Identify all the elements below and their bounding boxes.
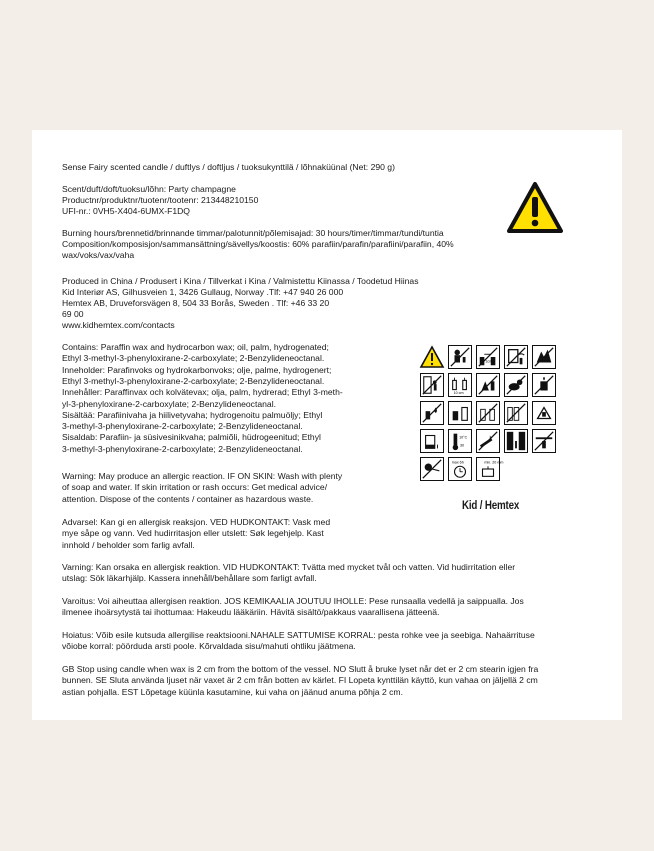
origin-line: Produced in China / Produsert i Kina / Tillverkat i Kina / Valmistettu Kiinassa / Toodetud Hiinas <box>62 276 419 286</box>
min-label: min. 20 mm <box>484 460 504 465</box>
scent-line: Scent/duft/doft/tuoksu/lõhn: Party champagne <box>62 184 236 194</box>
no-curtains-icon <box>504 429 528 453</box>
warning-line: võiobe korral: pöörduda arsti poole. Kõrvaldada sisu/mahuti ohtliku jäätmena. <box>62 641 356 652</box>
contains-line: Innehåller: Paraffinvax och kolvätevax; olja, palm, hydrerad; Ethyl 3-meth- <box>62 387 343 398</box>
warning-line: Advarsel: Kan gi en allergisk reaksjon. VED HUDKONTAKT: Vask med <box>62 517 331 527</box>
contains-line: Ethyl 3-methyl-3-phenyloxirane-2-carboxylate; 2-Benzylideneoctanal. <box>62 375 325 386</box>
kid-address: Kid Interiør AS, Gilhusveien 1, 3426 Gullaug, Norway .Tlf: +47 940 26 000 <box>62 287 344 297</box>
candle-distance-icon <box>476 345 500 369</box>
warning-line: Varoitus: Voi aiheuttaa allergisen reaktion. JOS KEMIKAALIA JOUTUU IHOLLE: Pese runsaalla vedellä ja saippualla. Jos <box>62 596 524 606</box>
candle-spacing-icon <box>448 373 472 397</box>
contains-line: yl-3-phenyloxirane-2-carboxylate; 2-Benzylideneoctanal. <box>62 398 277 409</box>
min-melt-depth-icon <box>476 457 504 481</box>
no-hot-surface-icon <box>532 373 556 397</box>
hemtex-address: Hemtex AB, Druveforsvägen 8, 504 33 Borås, Sweden . Tlf: +46 33 20 <box>62 298 330 308</box>
note-line: astian pohjalla. EST Lõpetage küünla kasutamine, kui vaha on jäänud anuma põhja 2 cm. <box>62 686 403 697</box>
brand-logo: Kid / Hemtex <box>462 500 520 512</box>
no-shelf-icon <box>532 429 556 453</box>
no-blowing-icon <box>420 457 444 481</box>
do-not-leave-unattended-icon <box>420 373 444 397</box>
distance-1cm-label: 1cm <box>485 359 493 364</box>
composition-line-1: Composition/komposisjon/sammansättning/sävellys/koostis: 60% parafiin/parafin/parafiini/parafiin, 40% <box>62 239 454 249</box>
product-label <box>32 130 622 720</box>
no-liquid-icon <box>532 401 556 425</box>
no-draught-icon <box>504 345 528 369</box>
warning-line: Hoiatus: Võib esile kutsuda allergilise reaktsiooni.NAHALE SATTUMISE KORRAL: pesta rohke vee ja seebiga. Nahaärrituse <box>62 630 535 640</box>
contains-line: 3-methyl-3-phenyloxirane-2-carboxylate; 2-Benzylideneoctanal. <box>62 421 303 432</box>
warning-line: utslag: Sök läkarhjälp. Kassera innehåll/behållare som farligt avfall. <box>62 573 317 584</box>
warning-triangle-icon <box>506 181 564 234</box>
trim-wick-icon <box>448 401 472 425</box>
composition-line-2: wax/voks/vax/vaha <box>62 250 135 260</box>
no-flammable-objects-icon <box>532 345 556 369</box>
no-cutting-icon <box>476 401 500 425</box>
no-water-extinguish-icon <box>420 401 444 425</box>
warning-line: attention. Dispose of the contents / container as hazardous waste. <box>62 493 314 504</box>
stop-at-2cm-icon <box>420 429 444 453</box>
product-number: Productnr/produktnr/tuotenr/tootenr: 213448210150 <box>62 195 259 205</box>
product-title: Sense Fairy scented candle / duftlys / doftljus / tuoksukynttilä / lõhnaküünal (Net: 290 g) <box>62 162 395 172</box>
distance-10cm-label: 10 cm <box>453 391 464 396</box>
no-tilt-icon <box>476 429 500 453</box>
ufi-number: UFI-nr.: 0VH5-X404-6UMX-F1DQ <box>62 206 190 216</box>
no-moving-candle-icon <box>476 373 500 397</box>
small-warning-triangle-icon <box>420 345 444 369</box>
contains-line: Sisältää: Parafiinivaha ja hiilivetyvaha; hydrogenoitu palmuöljy; Ethyl <box>62 409 323 420</box>
no-pets-icon <box>504 373 528 397</box>
warning-line: Warning: May produce an allergic reaction. IF ON SKIN: Wash with plenty <box>62 471 343 481</box>
no-climbing-icon <box>504 401 528 425</box>
warning-line: mye såpe og vann. Ved hudirritasjon eller utslett: Søk legehjelp. Kast <box>62 528 324 539</box>
hemtex-phone-cont: 69 00 <box>62 309 84 319</box>
note-line: bunnen. SE Sluta använda ljuset när vaxet är 2 cm från botten av kärlet. FI Lopeta kynttilän käyttö, kun vahaa on jäljellä 2 cm <box>62 675 538 686</box>
note-line: GB Stop using candle when wax is 2 cm from the bottom of the vessel. NO Slutt å bruke lyset når det er 2 cm stearin igjen fra <box>62 664 539 674</box>
warning-line: ilmenee ihoärsytystä tai ihottumaa: Hakeudu lääkäriin. Hävitä sisältö/pakkaus vaarallisena jätteenä. <box>62 607 440 618</box>
warning-line: Varning: Kan orsaka en allergisk reaktion. VID HUDKONTAKT: Tvätta med mycket tvål och vatten. Vid hudirritation eller <box>62 562 516 572</box>
max-6h-label: max 6h <box>451 460 464 465</box>
contains-line: Sisaldab: Parafiin- ja süsivesinikvaha; palmiõli, hüdrogeenitud; Ethyl <box>62 432 321 443</box>
temperature-icon <box>448 429 472 453</box>
warning-line: innhold / beholder som farlig avfall. <box>62 539 195 550</box>
burning-hours: Burning hours/brennetid/brinnande timmar/palotunnit/põlemisajad: 30 hours/timer/timmar/tundi/tuntia <box>62 228 444 238</box>
warning-line: of soap and water. If skin irritation or rash occurs: Get medical advice/ <box>62 482 328 493</box>
contains-line: Contains: Paraffin wax and hydrocarbon wax; oil, palm, hydrogenated; <box>62 342 329 352</box>
max-burn-time-icon <box>448 457 472 481</box>
keep-away-from-children-icon <box>448 345 472 369</box>
contact-url: www.kidhemtex.com/contacts <box>62 320 175 330</box>
temp-10-label: 10°C <box>459 435 468 440</box>
contains-line: Inneholder: Parafinvoks og hydrokarbonvoks; olje, palme, hydrogenert; <box>62 364 332 375</box>
temp-30-label: 30 <box>460 443 465 448</box>
contains-line: Ethyl 3-methyl-3-phenyloxirane-2-carboxylate; 2-Benzylideneoctanal. <box>62 353 325 364</box>
contains-line: 3-methyl-3-phenyloxirane-2-carboxylate; 2-Benzylideneoctanal. <box>62 443 303 454</box>
